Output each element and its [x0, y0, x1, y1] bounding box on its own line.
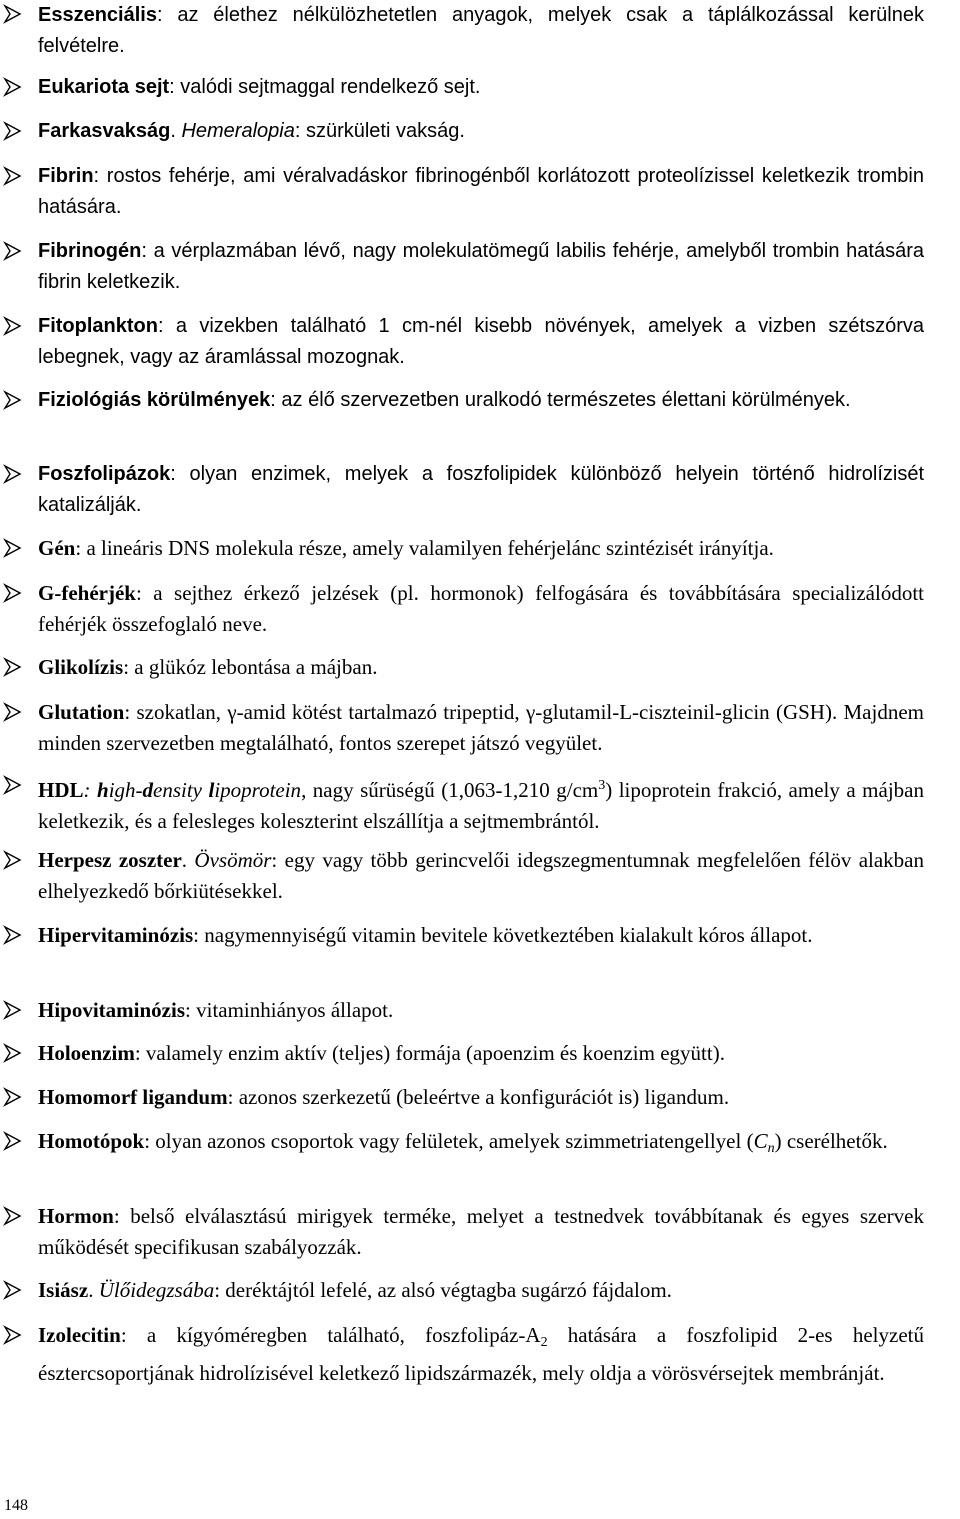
arrow-bullet-icon	[3, 1131, 23, 1151]
arrow-bullet-icon	[3, 925, 23, 945]
entry-term: Holoenzim	[38, 1041, 135, 1065]
glossary-entry	[0, 1320, 924, 1389]
arrow-bullet-icon	[3, 1000, 23, 1020]
entry-text: Glutation: szokatlan, γ-amid kötést tartalmazó tripeptid, γ-glutamil-L-ciszteinil-glicin (GSH). Majdnem minden szervezetben megtalálható, fontos szerepet játszó vegyület.	[38, 700, 924, 755]
glossary-entry	[0, 1038, 924, 1069]
entry-text: Glikolízis: a glükóz lebontása a májban.	[38, 655, 378, 679]
entry-text: Fitoplankton: a vizekben található 1 cm-nél kisebb növények, amelyek a vizben szétszórva lebegnek, vagy az áramlással mozognak.	[38, 315, 924, 368]
glossary-entry	[0, 652, 924, 683]
glossary-entry	[0, 311, 924, 373]
entry-definition: a sejthez érkező jelzések (pl. hormonok) felfogására és továbbítására specializálódott fehérjék összefoglaló neve.	[38, 581, 924, 636]
entry-term: Fibrinogén	[38, 240, 142, 262]
arrow-bullet-icon	[3, 1043, 23, 1063]
arrow-bullet-icon	[3, 775, 23, 795]
entry-text: Fibrinogén: a vérplazmában lévő, nagy molekulatömegű labilis fehérje, amelyből trombin hatására fibrin keletkezik.	[38, 240, 924, 293]
entry-term: Fiziológiás körülmények	[38, 389, 271, 411]
arrow-bullet-icon	[3, 850, 23, 870]
entry-term: Homotópok	[38, 1129, 145, 1153]
glossary-entry	[0, 116, 924, 147]
glossary-entry	[0, 697, 924, 759]
arrow-bullet-icon	[3, 1087, 23, 1107]
entry-text: Fiziológiás körülmények: az élő szervezetben uralkodó természetes élettani körülmények.	[38, 389, 851, 411]
entry-definition: a vérplazmában lévő, nagy molekulatömegű labilis fehérje, amelyből trombin hatására fibrin keletkezik.	[38, 240, 924, 293]
entry-definition: olyan azonos csoportok vagy felületek, amelyek szimmetriatengellyel (	[155, 1129, 754, 1153]
entry-definition: az élő szervezetben uralkodó természetes élettani körülmények.	[281, 389, 851, 411]
arrow-bullet-icon	[3, 702, 23, 722]
glossary-entry	[0, 1126, 924, 1164]
glossary-entry	[0, 1275, 924, 1306]
entry-text: Hormon: belső elválasztású mirigyek terméke, melyet a testnedvek továbbítanak és egyes szervek működését specifikusan szabályozzák.	[38, 1204, 924, 1259]
glossary-entry	[0, 995, 924, 1026]
arrow-bullet-icon	[3, 1206, 23, 1226]
entry-definition: a glükóz lebontása a májban.	[134, 655, 378, 679]
entry-text: Homomorf ligandum: azonos szerkezetű (beleértve a konfigurációt is) ligandum.	[38, 1085, 730, 1109]
entry-term: Hormon	[38, 1204, 114, 1228]
glossary-entry	[0, 385, 924, 416]
glossary-entry	[0, 920, 924, 951]
entry-text: Hipovitaminózis: vitaminhiányos állapot.	[38, 998, 394, 1022]
entry-term: Hipovitaminózis	[38, 998, 186, 1022]
entry-term: Glutation	[38, 700, 125, 724]
entry-text: G-fehérjék: a sejthez érkező jelzések (pl. hormonok) felfogására és továbbítására specializálódott fehérjék összefoglaló neve.	[38, 581, 924, 636]
glossary-entry	[0, 770, 924, 837]
entry-text: Isiász. Ülőidegzsába: deréktájtól lefelé, az alsó végtagba sugárzó fájdalom.	[38, 1278, 672, 1302]
arrow-bullet-icon	[3, 1325, 23, 1345]
entry-definition: nagymennyiségű vitamin bevitele következtében kialakult kóros állapot.	[204, 923, 813, 947]
entry-definition: szokatlan, γ-amid kötést tartalmazó tripeptid, γ-glutamil-L-ciszteinil-glicin (GSH). Majdnem minden szervezetben megtalálható, fontos szerepet játszó vegyület.	[38, 700, 924, 755]
entry-definition: : egy vagy több gerincvelői idegszegmentumnak megfelelően félöv alakban elhelyezkedő bőrkiütésekkel.	[38, 848, 925, 903]
entry-term: Eukariota sejt	[38, 76, 170, 98]
glossary-entry	[0, 1201, 924, 1263]
arrow-bullet-icon	[3, 464, 23, 484]
glossary-entry	[0, 0, 924, 62]
arrow-bullet-icon	[3, 4, 23, 24]
glossary-entry	[0, 578, 924, 640]
entry-term: G-fehérjék	[38, 581, 136, 605]
entry-definition: : szürkületi vakság.	[294, 120, 465, 142]
entry-expansion: high-density lipoprotein	[97, 778, 302, 802]
entry-text: Esszenciális: az élethez nélkülözhetetlen anyagok, melyek csak a táplálkozással kerülnek felvételre.	[38, 4, 924, 57]
entry-term: Isiász	[38, 1278, 89, 1302]
entry-text: Foszfolipázok: olyan enzimek, melyek a foszfolipidek különböző helyein történő hidrolízisét katalizálják.	[38, 463, 924, 516]
entry-term: Glikolízis	[38, 655, 124, 679]
entry-term: Homomorf ligandum	[38, 1085, 228, 1109]
entry-text: Gén: a lineáris DNS molekula része, amely valamilyen fehérjelánc szintézisét irányítja.	[38, 536, 774, 560]
entry-definition: valódi sejtmaggal rendelkező sejt.	[180, 76, 481, 98]
arrow-bullet-icon	[3, 121, 23, 141]
entry-alt-term: Ülőidegzsába	[98, 1278, 215, 1302]
entry-definition: az élethez nélkülözhetetlen anyagok, melyek csak a táplálkozással kerülnek felvételre.	[38, 4, 924, 57]
entry-term: Fibrin	[38, 165, 94, 187]
entry-term: HDL	[38, 778, 84, 802]
arrow-bullet-icon	[3, 1280, 23, 1300]
entry-definition: a vizekben található 1 cm-nél kisebb növények, amelyek a vizben szétszórva lebegnek, vagy az áramlással mozognak.	[38, 315, 924, 368]
entry-text: Izolecitin: a kígyóméregben található, foszfolipáz-$A_2$ hatására a foszfolipid 2-es helyzetű észtercsoportjának hidrolízisével keletkező lipidszármazék, mely oldja a vörösvérsejtek membránját.	[38, 1323, 924, 1385]
entry-definition: valamely enzim aktív (teljes) formája (apoenzim és koenzim együtt).	[145, 1041, 725, 1065]
arrow-bullet-icon	[3, 166, 23, 186]
entry-definition: : deréktájtól lefelé, az alsó végtagba sugárzó fájdalom.	[214, 1278, 672, 1302]
entry-text: Farkasvakság. Hemeralopia: szürkületi vakság.	[38, 120, 465, 142]
entry-term: Fitoplankton	[38, 315, 158, 337]
entry-text: Hipervitaminózis: nagymennyiségű vitamin bevitele következtében kialakult kóros állapot.	[38, 923, 813, 947]
entry-text: Herpesz zoszter. Övsömör: egy vagy több gerincvelői idegszegmentumnak megfelelően félöv alakban elhelyezkedő bőrkiütésekkel.	[38, 848, 925, 903]
glossary-entry	[0, 459, 924, 521]
entry-text: Holoenzim: valamely enzim aktív (teljes) formája (apoenzim és koenzim együtt).	[38, 1041, 725, 1065]
glossary-entry	[0, 533, 924, 564]
entry-definition: vitaminhiányos állapot.	[196, 998, 394, 1022]
entry-text: Fibrin: rostos fehérje, ami véralvadáskor fibrinogénből korlátozott proteolízissel keletkezik trombin hatására.	[38, 165, 924, 218]
glossary-entry	[0, 236, 924, 298]
entry-text: Eukariota sejt: valódi sejtmaggal rendelkező sejt.	[38, 76, 481, 98]
arrow-bullet-icon	[3, 316, 23, 336]
glossary-entry	[0, 72, 924, 103]
entry-definition: belső elválasztású mirigyek terméke, melyet a testnedvek továbbítanak és egyes szervek működését specifikusan szabályozzák.	[38, 1204, 924, 1259]
entry-definition: a lineáris DNS molekula része, amely valamilyen fehérjelánc szintézisét irányítja.	[86, 536, 774, 560]
arrow-bullet-icon	[3, 538, 23, 558]
entry-term: Farkasvakság	[38, 120, 171, 142]
glossary-entry	[0, 1082, 924, 1113]
entry-text: Homotópok: olyan azonos csoportok vagy felületek, amelyek szimmetriatengellyel $(C_n)$ cserélhetők.	[38, 1129, 888, 1156]
page-number: 148	[4, 1497, 28, 1514]
entry-alt-term: Övsömör	[194, 848, 272, 872]
arrow-bullet-icon	[3, 657, 23, 677]
entry-definition: azonos szerkezetű (beleértve a konfigurációt is) ligandum.	[238, 1085, 730, 1109]
entry-text: HDL: high-density lipoprotein, nagy sűrüségű (1,063-1,210 $g/cm^3$) lipoprotein frakció, amely a májban keletkezik, és a felesleges koleszterint elszállítja a sejtmembrántól.	[38, 778, 924, 833]
arrow-bullet-icon	[3, 583, 23, 603]
entry-definition: a kígyóméregben található, foszfolipáz-A	[146, 1323, 541, 1347]
entry-term: Hipervitaminózis	[38, 923, 194, 947]
arrow-bullet-icon	[3, 390, 23, 410]
entry-term: Esszenciális	[38, 4, 157, 26]
entry-term: Foszfolipázok	[38, 463, 171, 485]
entry-definition: rostos fehérje, ami véralvadáskor fibrinogénből korlátozott proteolízissel keletkezik trombin hatására.	[38, 165, 924, 218]
entry-term: Izolecitin	[38, 1323, 121, 1347]
arrow-bullet-icon	[3, 241, 23, 261]
glossary-entry	[0, 845, 924, 907]
entry-definition: olyan enzimek, melyek a foszfolipidek különböző helyein történő hidrolízisét katalizálják.	[38, 463, 924, 516]
entry-definition: ) lipoprotein frakció, amely a májban keletkezik, és a felesleges koleszterint elszállítja a sejtmembrántól.	[38, 778, 924, 833]
entry-term: Gén	[38, 536, 76, 560]
entry-term: Herpesz zoszter	[38, 848, 182, 872]
glossary-entry	[0, 161, 924, 223]
arrow-bullet-icon	[3, 77, 23, 97]
entry-alt-term: Hemeralopia	[181, 120, 295, 142]
